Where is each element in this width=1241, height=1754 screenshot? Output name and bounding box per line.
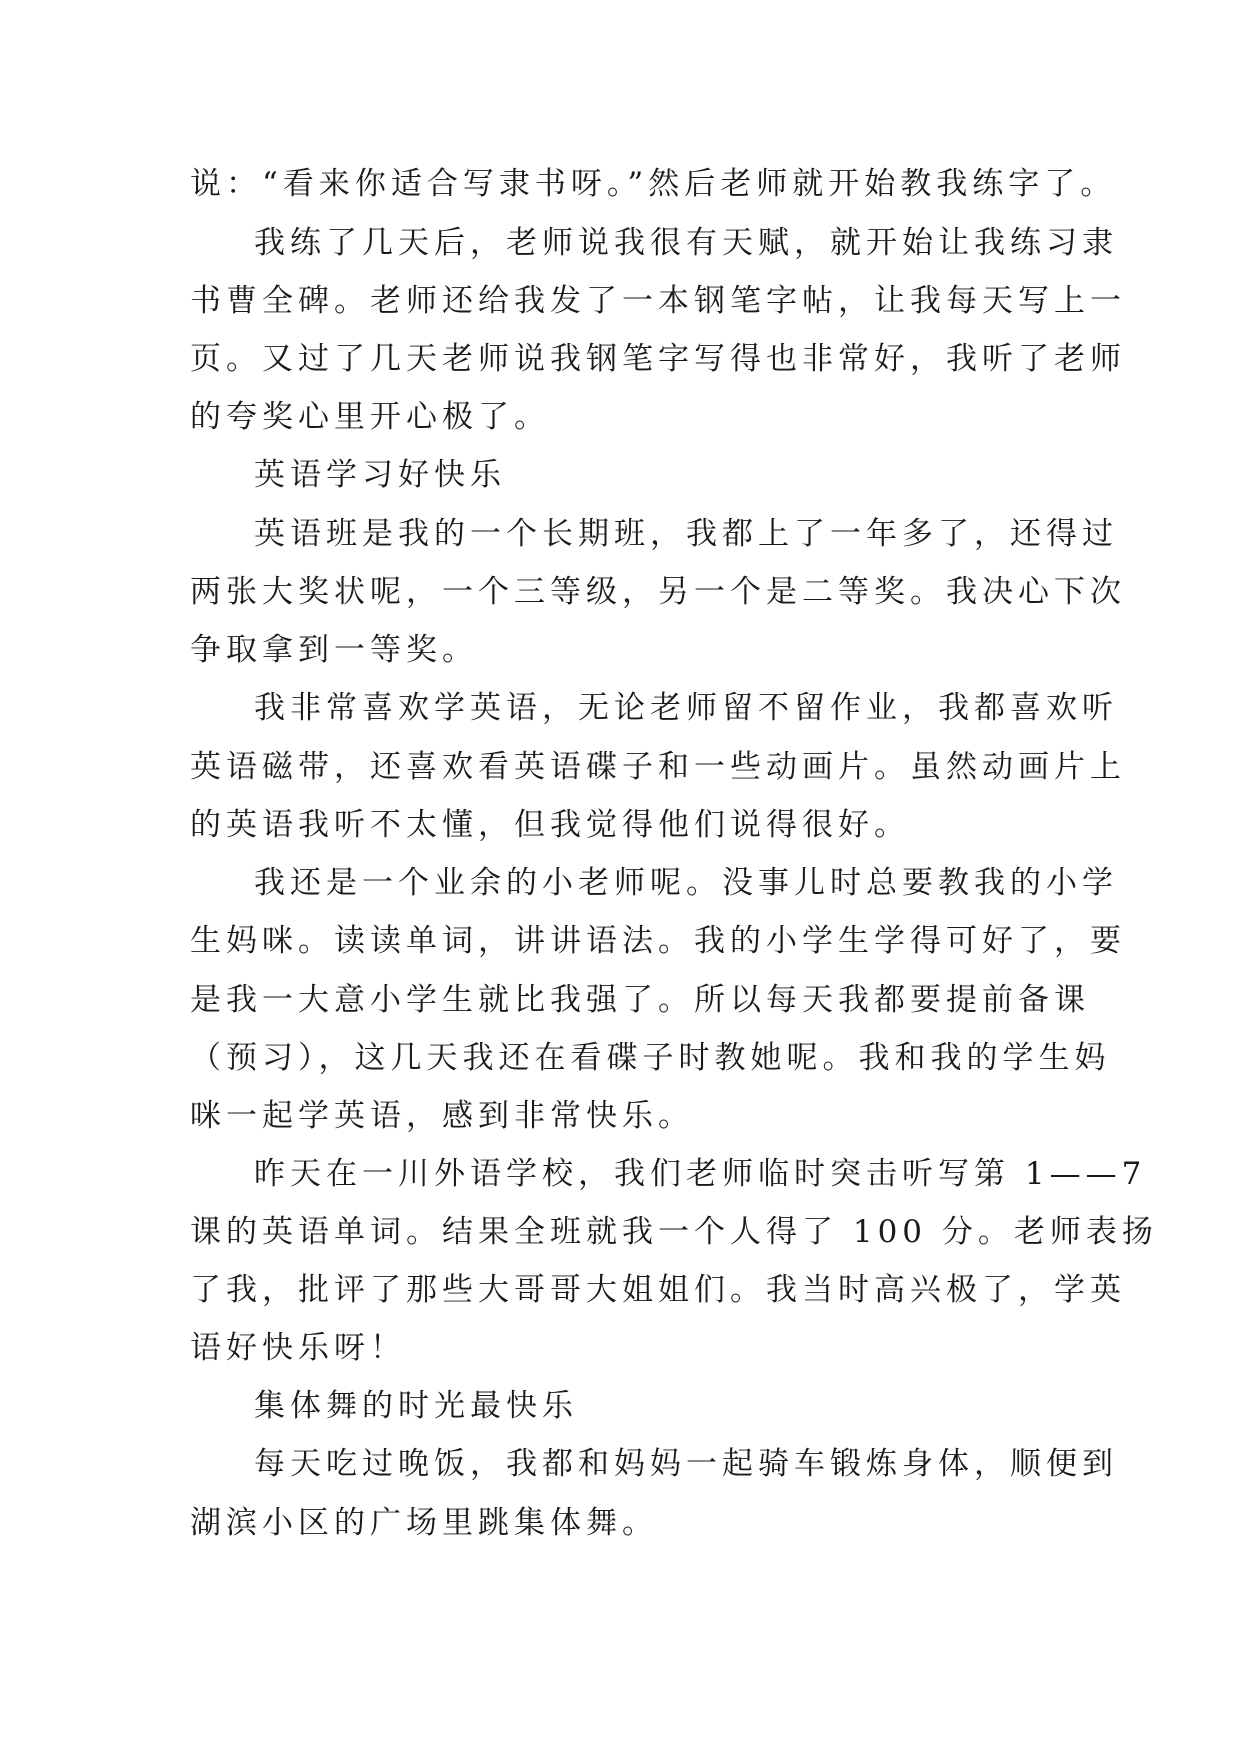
text-line: 生妈咪。读读单词，讲讲语法。我的小学生学得可好了，要 [190, 923, 1126, 959]
text-line: 了我，批评了那些大哥哥大姐姐们。我当时高兴极了，学英 [190, 1272, 1126, 1308]
section-heading: 集体舞的时光最快乐 [254, 1388, 578, 1424]
text-line: 争取拿到一等奖。 [190, 632, 478, 668]
paragraph-start-line: 我非常喜欢学英语，无论老师留不留作业，我都喜欢听 [254, 690, 1118, 726]
text-line: 语好快乐呀！ [190, 1330, 406, 1366]
text-line: （预习），这几天我还在看碟子时教她呢。我和我的学生妈 [190, 1040, 1111, 1076]
section-heading: 英语学习好快乐 [254, 457, 506, 493]
text-line: 的夸奖心里开心极了。 [190, 399, 550, 435]
text-line: 英语磁带，还喜欢看英语碟子和一些动画片。虽然动画片上 [190, 749, 1126, 785]
paragraph-start-line: 昨天在一川外语学校，我们老师临时突击听写第 1——7 [254, 1156, 1147, 1192]
text-line: 页。又过了几天老师说我钢笔字写得也非常好，我听了老师 [190, 341, 1126, 377]
text-line: 的英语我听不太懂，但我觉得他们说得很好。 [190, 807, 910, 843]
paragraph-start-line: 英语班是我的一个长期班，我都上了一年多了，还得过 [254, 516, 1118, 552]
text-line: 课的英语单词。结果全班就我一个人得了 100 分。老师表扬 [190, 1214, 1158, 1250]
text-line: 说：“看来你适合写隶书呀。”然后老师就开始教我练字了。 [190, 166, 1117, 202]
text-line: 两张大奖状呢，一个三等级，另一个是二等奖。我决心下次 [190, 574, 1126, 610]
paragraph-start-line: 我练了几天后，老师说我很有天赋，就开始让我练习隶 [254, 225, 1118, 261]
paragraph-start-line: 我还是一个业余的小老师呢。没事儿时总要教我的小学 [254, 865, 1118, 901]
text-line: 书曹全碑。老师还给我发了一本钢笔字帖，让我每天写上一 [190, 283, 1126, 319]
text-line: 湖滨小区的广场里跳集体舞。 [190, 1505, 658, 1541]
paragraph-start-line: 每天吃过晚饭，我都和妈妈一起骑车锻炼身体，顺便到 [254, 1446, 1118, 1482]
text-line: 是我一大意小学生就比我强了。所以每天我都要提前备课 [190, 982, 1090, 1018]
text-line: 咪一起学英语，感到非常快乐。 [190, 1098, 694, 1134]
